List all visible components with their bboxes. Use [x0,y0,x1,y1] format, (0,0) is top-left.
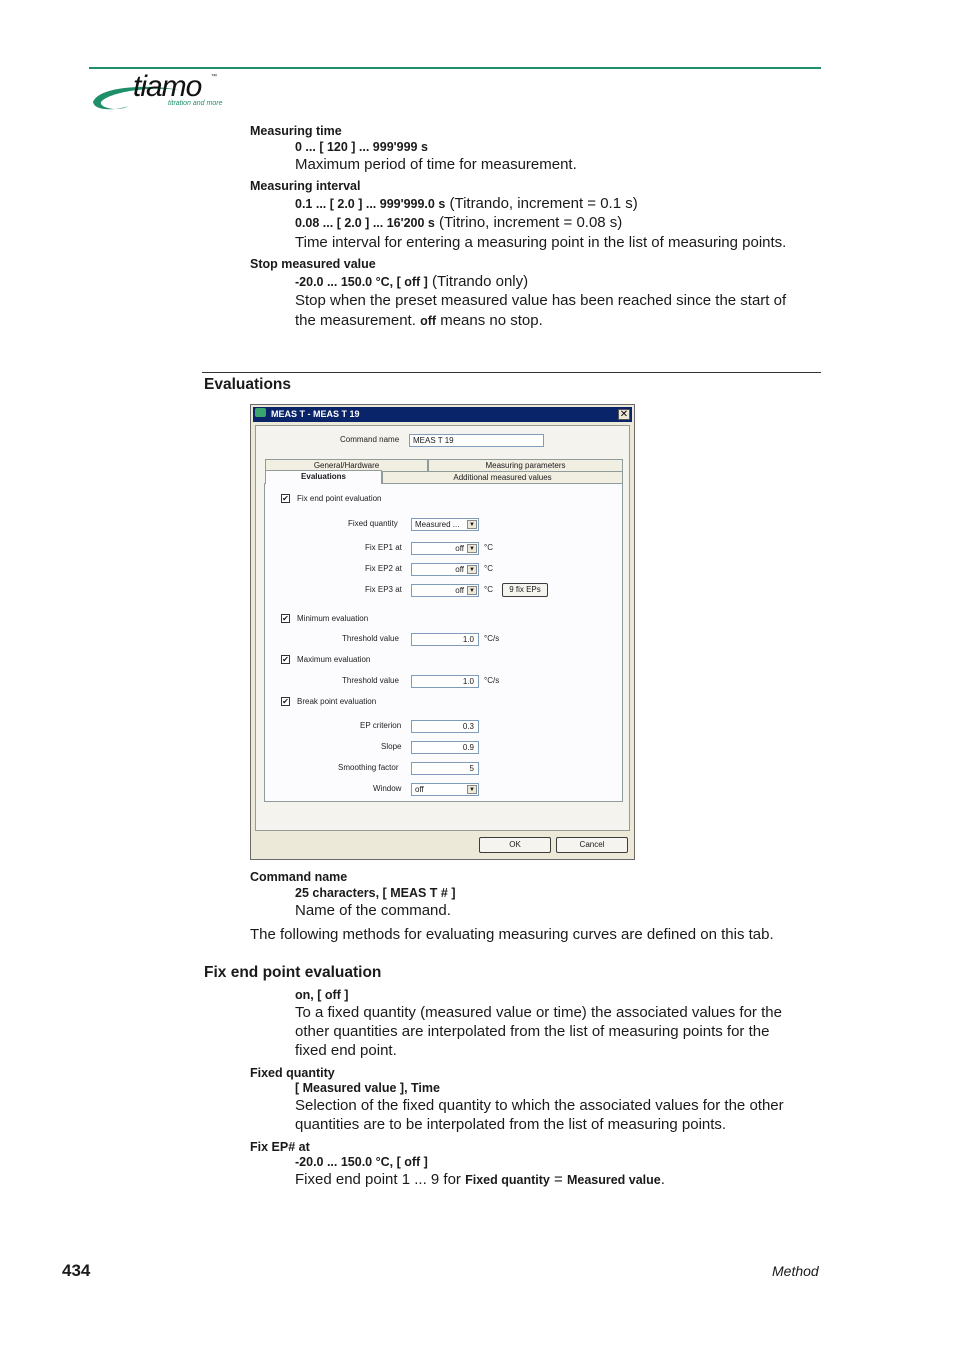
stop-measured-value-range: -20.0 ... 150.0 °C, [ off ] (Titrando only) [295,273,529,290]
min-threshold-label: Threshold value [342,634,399,643]
section-title-fix-ep: Fix end point evaluation [204,964,382,981]
ep-criterion-input[interactable]: 0.3 [411,720,479,733]
fix-ep1-label: Fix EP1 at [365,543,402,552]
fix-ep1-select[interactable]: off ▼ [411,542,479,555]
logo-word: tiamo [133,70,202,103]
ep-criterion-label: EP criterion [360,721,402,730]
min-eval-checkbox[interactable]: ✔ [282,614,289,623]
footer-section-name: Method [772,1263,819,1279]
ok-button[interactable]: OK [479,837,551,853]
measuring-time-desc: Maximum period of time for measurement. [295,156,577,173]
section-title-evaluations: Evaluations [204,376,291,393]
min-threshold-unit: °C/s [484,634,500,643]
tab-additional-measured-values[interactable]: Additional measured values [382,471,623,483]
fixed-quantity-range: [ Measured value ], Time [295,1081,440,1095]
measuring-interval-desc: Time interval for entering a measuring point in the list of measuring points. [295,234,787,251]
measuring-time-range: 0 ... [ 120 ] ... 999'999 s [295,140,428,154]
tab-measuring-parameters[interactable]: Measuring parameters [428,459,623,471]
command-name-label: Command name [340,435,400,444]
logo-tagline: titration and more [168,100,223,107]
fix-ep-eval-label: Fix end point evaluation [297,494,382,503]
header-rule [89,67,821,69]
fix-ep-at-range: -20.0 ... 150.0 °C, [ off ] [295,1155,428,1169]
section-rule-evaluations [202,372,821,373]
chevron-down-icon: ▼ [467,785,477,794]
fix-ep-eval-checkbox[interactable]: ✔ [282,494,289,503]
chevron-down-icon: ▼ [467,544,477,553]
fix-ep-at-heading: Fix EP# at [250,1140,310,1154]
max-threshold-unit: °C/s [484,676,500,685]
measuring-interval-value2: 0.08 ... [ 2.0 ] ... 16'200 s (Titrino, increment = 0.08 s) [295,214,623,231]
chevron-down-icon: ▼ [467,520,477,529]
measuring-interval-value1: 0.1 ... [ 2.0 ] ... 999'999.0 s (Titrando, increment = 0.1 s) [295,195,638,212]
measuring-time-heading: Measuring time [250,124,342,138]
fix-ep3-unit: °C [484,585,493,594]
cancel-button[interactable]: Cancel [556,837,628,853]
max-eval-checkbox[interactable]: ✔ [282,655,289,664]
command-name-range: 25 characters, [ MEAS T # ] [295,886,456,900]
fix-ep-at-desc: Fixed end point 1 ... 9 for Fixed quantity = Measured value. [295,1171,665,1188]
window-label: Window [373,784,402,793]
page-number: 434 [62,1261,91,1280]
break-eval-label: Break point evaluation [297,697,377,706]
fixed-quantity-heading: Fixed quantity [250,1066,335,1080]
measuring-interval-heading: Measuring interval [250,179,361,193]
dialog-body [255,425,630,831]
nine-fix-eps-button[interactable]: 9 fix EPs [502,583,548,597]
min-threshold-input[interactable]: 1.0 [411,633,479,646]
smoothing-factor-label: Smoothing factor [338,763,399,772]
stop-measured-value-desc2: the measurement. off means no stop. [295,312,543,329]
stop-measured-value-heading: Stop measured value [250,257,376,271]
stop-measured-value-desc1: Stop when the preset measured value has been reached since the start of [295,292,787,309]
fix-ep-desc2: other quantities are interpolated from the list of measuring points for the [295,1023,770,1040]
intro-paragraph: The following methods for evaluating measuring curves are defined on this tab. [250,926,774,943]
tab-evaluations[interactable]: Evaluations [265,470,382,484]
slope-label: Slope [381,742,402,751]
tab-general-hardware[interactable]: General/Hardware [265,459,428,471]
fix-ep-range: on, [ off ] [295,988,349,1002]
fixed-quantity-label: Fixed quantity [348,519,398,528]
logo-tm: ™ [211,74,217,80]
break-eval-checkbox[interactable]: ✔ [282,697,289,706]
smoothing-factor-input[interactable]: 5 [411,762,479,775]
command-name-heading: Command name [250,870,348,884]
window-select[interactable]: off ▼ [411,783,479,796]
fix-ep2-label: Fix EP2 at [365,564,402,573]
fix-ep-desc3: fixed end point. [295,1042,397,1059]
meas-t-dialog [250,404,635,860]
fixed-quantity-desc2: quantities are to be interpolated from the list of measuring points. [295,1116,727,1133]
max-threshold-input[interactable]: 1.0 [411,675,479,688]
min-eval-label: Minimum evaluation [297,614,369,623]
chevron-down-icon: ▼ [467,565,477,574]
fixed-quantity-select[interactable]: Measured ... ▼ [411,518,479,531]
fix-ep-desc1: To a fixed quantity (measured value or time) the associated values for the [295,1004,782,1021]
max-threshold-label: Threshold value [342,676,399,685]
fix-ep3-select[interactable]: off ▼ [411,584,479,597]
fix-ep1-unit: °C [484,543,493,552]
fix-ep2-unit: °C [484,564,493,573]
chevron-down-icon: ▼ [467,586,477,595]
dialog-titlebar: MEAS T - MEAS T 19 [253,407,632,422]
tiamo-logo [89,72,239,118]
command-name-input[interactable]: MEAS T 19 [409,434,544,447]
command-name-desc: Name of the command. [295,902,451,919]
app-icon [255,408,266,417]
close-icon[interactable]: ✕ [619,409,629,420]
max-eval-label: Maximum evaluation [297,655,371,664]
slope-input[interactable]: 0.9 [411,741,479,754]
fix-ep3-label: Fix EP3 at [365,585,402,594]
fixed-quantity-desc1: Selection of the fixed quantity to which the associated values for the other [295,1097,784,1114]
fix-ep2-select[interactable]: off ▼ [411,563,479,576]
evaluations-panel [264,483,623,802]
